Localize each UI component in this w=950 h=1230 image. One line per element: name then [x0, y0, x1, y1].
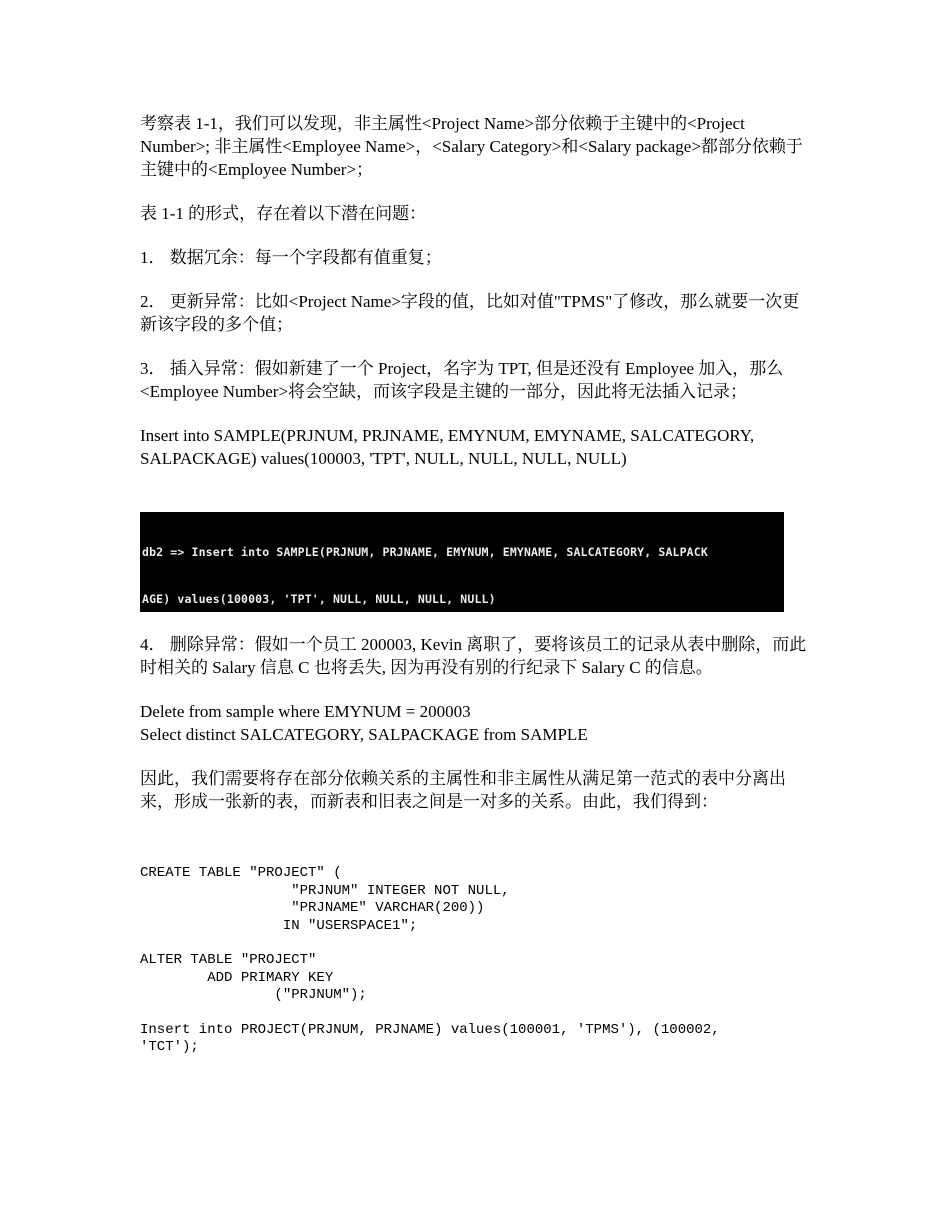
console-line: db2 => Insert into SAMPLE(PRJNUM, PRJNAME, EMYNUM, EMYNAME, SALCATEGORY, SALPACK: [142, 545, 708, 560]
console-screenshot: [140, 512, 784, 612]
issue-insert-anomaly: 3． 插入异常：假如新建了一个 Project，名字为 TPT, 但是还没有 Employee 加入，那么<Employee Number>将会空缺，而该字段是主键的一部分，因此将无法插入记录；: [140, 359, 784, 401]
conclusion-paragraph: 因此，我们需要将存在部分依赖关系的主属性和非主属性从满足第一范式的表中分离出来，形成一张新的表，而新表和旧表之间是一对多的关系。由此，我们得到：: [140, 769, 786, 811]
alter-table-code: ALTER TABLE "PROJECT" ADD PRIMARY KEY ("PRJNUM");: [140, 952, 367, 1003]
issue-update-anomaly: 2． 更新异常：比如<Project Name>字段的值，比如对值"TPMS"了修改，那么就要一次更新该字段的多个值；: [140, 292, 800, 334]
analysis-paragraph: 考察表 1-1，我们可以发现，非主属性<Project Name>部分依赖于主键中的<Project Number>; 非主属性<Employee Name>，<Salary Category>和<Salary package>都部分依赖于主键中的<Employee Number>；: [140, 114, 803, 179]
delete-sql-statement: Delete from sample where EMYNUM = 200003: [140, 702, 471, 721]
issue-delete-anomaly: 4． 删除异常：假如一个员工 200003, Kevin 离职了，要将该员工的记录从表中删除，而此时相关的 Salary 信息 C 也将丢失, 因为再没有别的行纪录下 Salary C 的信息。: [140, 635, 807, 677]
select-sql-statement: Select distinct SALCATEGORY, SALPACKAGE from SAMPLE: [140, 725, 588, 744]
insert-project-code: Insert into PROJECT(PRJNUM, PRJNAME) values(100001, 'TPMS'), (100002, 'TCT');: [140, 1021, 720, 1055]
problems-intro: 表 1-1 的形式，存在着以下潜在问题：: [140, 204, 427, 223]
document-page: [140, 112, 812, 1057]
console-line: AGE) values(100003, 'TPT', NULL, NULL, NULL, NULL): [142, 591, 496, 606]
issue-data-redundancy: 1． 数据冗余：每一个字段都有值重复；: [140, 248, 442, 267]
insert-sql-statement: Insert into SAMPLE(PRJNUM, PRJNAME, EMYNUM, EMYNAME, SALCATEGORY, SALPACKAGE) values(100003, 'TPT', NULL, NULL, NULL, NULL): [140, 426, 755, 468]
create-table-code: CREATE TABLE "PROJECT" ( "PRJNUM" INTEGER NOT NULL, "PRJNAME" VARCHAR(200)) IN "USERSPACE1";: [140, 865, 510, 934]
